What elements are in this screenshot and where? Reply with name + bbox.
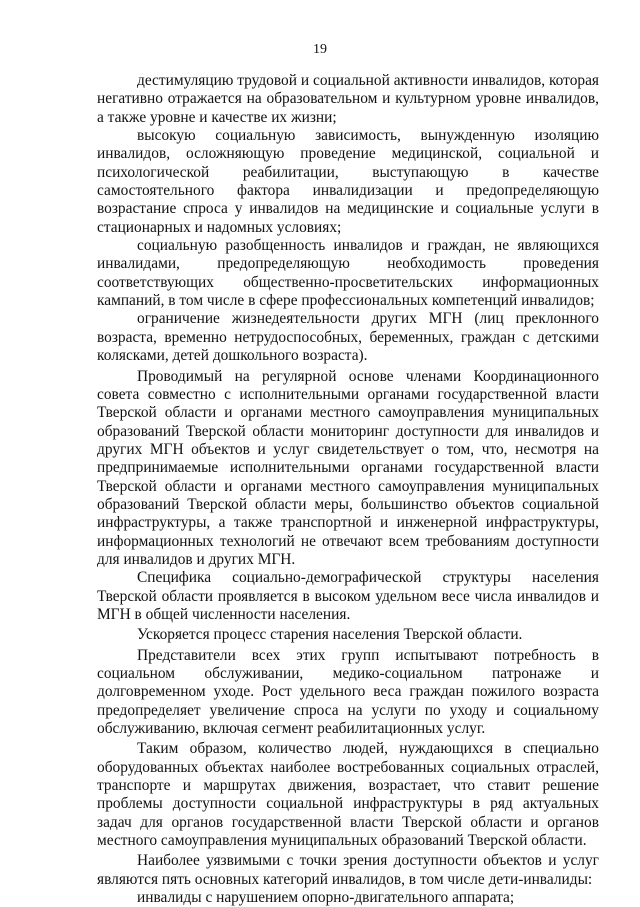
paragraph-4: ограничение жизнедеятельности других МГН (лиц преклонного возраста, временно нетрудоспособных, беременных, граждан с детскими колясками, детей дошкольного возраста). <box>97 310 599 365</box>
paragraph-7: Ускоряется процесс старения населения Тверской области. <box>137 626 523 644</box>
paragraph-6: Специфика социально-демографической структуры населения Тверской области проявляется в высоком удельном весе числа инвалидов и МГН в общей численности населения. <box>97 569 599 623</box>
page-number: 19 <box>313 42 327 57</box>
paragraph-8: Представители всех этих групп испытывают потребность в социальном обслуживании, медико-социальном патронаже и долговременном уходе. Рост удельного веса граждан пожилого возраста предопределяет увеличение спроса на услуги по уходу и социальному обслуживанию, включая сегмент реабилитационных услуг. <box>97 646 599 738</box>
paragraph-1: дестимуляцию трудовой и социальной активности инвалидов, которая негативно отражается на образовательном и культурном уровне инвалидов, а также уровне и качестве их жизни; <box>97 72 599 126</box>
paragraph-10: Наиболее уязвимыми с точки зрения доступности объектов и услуг являются пять основных категорий инвалидов, в том числе дети-инвалиды: <box>97 852 599 888</box>
body-text <box>97 72 599 907</box>
paragraph-9: Таким образом, количество людей, нуждающихся в специально оборудованных объектах наиболее востребованных социальных отраслей, транспорте и маршрутах движения, возрастает, что ставит решение проблемы доступности социальной инфраструктуры в ряд актуальных задач для органов государственной власти Тверской области и органов местного самоуправления муниципальных образований Тверской области. <box>97 740 599 850</box>
paragraph-5: Проводимый на регулярной основе членами Координационного совета совместно с исполнительными органами государственной власти Тверской области и органами местного самоуправления муниципальных образований Тверской области мониторинг доступности для инвалидов и других МГН объектов и услуг свидетельствует о том, что, несмотря на предпринимаемые исполнительными органами государственной власти Тверской области и органами местного самоуправления муниципальных образований Тверской области меры, большинство объектов социальной инфраструктуры, а также транспортной и инженерной инфраструктуры, информационных технологий не отвечают всем требованиям доступности для инвалидов и других МГН. <box>97 367 599 568</box>
paragraph-11: инвалиды с нарушением опорно-двигательного аппарата; <box>137 889 515 907</box>
paragraph-2: высокую социальную зависимость, вынужденную изоляцию инвалидов, осложняющую проведение медицинской, социальной и психологической реабилитации, выступающую в качестве самостоятельного фактора инвалидизации и предопределяющую возрастание спроса у инвалидов на медицинские и социальные услуги в стационарных и надомных условиях; <box>97 127 599 236</box>
paragraph-3: социальную разобщенность инвалидов и граждан, не являющихся инвалидами, предопределяющую необходимость проведения соответствующих общественно-просветительских информационных кампаний, в том числе в сфере профессиональных компетенций инвалидов; <box>97 237 599 310</box>
